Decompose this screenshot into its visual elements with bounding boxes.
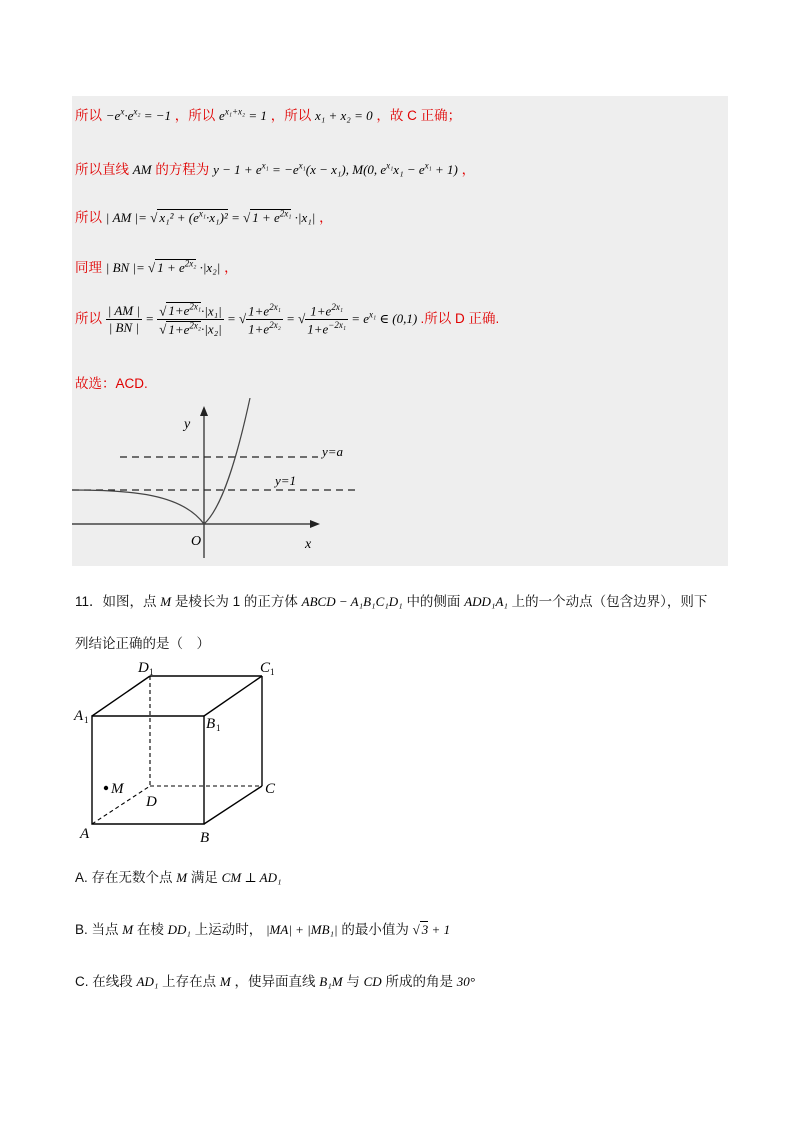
text: ，所以 — [174, 108, 216, 123]
solution-line-5 — [75, 302, 499, 338]
text: 在棱 — [136, 922, 164, 937]
solution-line-4 — [75, 256, 238, 276]
formula: B₁M — [319, 974, 343, 989]
label-c: C — [265, 781, 276, 797]
text: 的方程为 — [155, 162, 210, 177]
formula: M — [122, 922, 134, 937]
formula: $y - 1 + e^{x_1} = -e^{x_1}(x - x_1)$, M(0, $e^{x_1}x_1 - e^{x_1} + 1$) — [213, 160, 458, 177]
label-a: A — [80, 826, 90, 842]
text: ， — [319, 210, 333, 225]
edge-a1-d1 — [92, 676, 150, 716]
cube-figure — [72, 652, 292, 844]
text: 上存在点 — [162, 974, 217, 989]
text: .所以 D 正确. — [420, 310, 500, 326]
formula: CM ⊥ AD₁ — [221, 870, 282, 885]
edge-b1-c1 — [204, 676, 262, 716]
label-d1-sub: 1 — [149, 667, 154, 677]
formula: | AM |= √ $x_1^2 + (e^{x_1}\cdot x_1)^2$ = √ $1 + e^{2x_1} \cdot|x_1|$ — [105, 208, 316, 225]
formula: $-e^x\cdot e^{x_2} = -1$ — [105, 106, 172, 123]
text: ， — [224, 260, 238, 275]
solution-line-2 — [75, 158, 475, 178]
question-line-1 — [75, 590, 707, 610]
text: 上的一个动点（包含边界），则下 — [511, 594, 708, 609]
text: 中的侧面 — [406, 594, 461, 609]
text: 是棱长为 1 的正方体 — [174, 594, 298, 609]
text: 与 — [346, 974, 360, 989]
formula: DD₁ — [167, 922, 191, 937]
edge-b-c — [204, 786, 262, 824]
label-b1-sub: 1 — [216, 723, 221, 733]
text: 所成的角是 — [385, 974, 453, 989]
text: 满足 — [190, 870, 218, 885]
function-graph — [72, 398, 358, 566]
option-a — [75, 866, 282, 886]
line-a-label: y=a — [322, 444, 344, 459]
formula: AM — [132, 162, 152, 177]
formula: $e^{x_1+x_2} = 1$ — [219, 106, 267, 123]
label-m: M — [111, 781, 124, 797]
formula: √ 3 + 1 — [412, 922, 451, 937]
text: 上运动时， — [194, 922, 263, 937]
answer-line: 故选：ACD. — [75, 376, 148, 391]
formula: CD — [363, 974, 382, 989]
x-axis-label: x — [305, 537, 312, 552]
text: 所以 — [75, 310, 102, 326]
point-m — [104, 786, 108, 790]
text: 所以 — [75, 210, 102, 225]
text: ，使异面直线 — [234, 974, 316, 989]
label-a1: A — [74, 708, 84, 724]
label-c1: C — [260, 660, 271, 676]
text: ， — [461, 162, 476, 177]
formula: M — [160, 594, 172, 609]
label-b: B — [200, 830, 210, 844]
text: 同理 — [75, 260, 102, 275]
option-b — [75, 918, 450, 938]
text: ，故 C 正确； — [376, 108, 462, 123]
solution-line-1 — [75, 104, 461, 124]
text: 所以直线 — [75, 162, 129, 177]
option-c — [75, 970, 475, 990]
formula: AD₁ — [136, 974, 159, 989]
formula: 30° — [456, 974, 475, 989]
formula: ABCD − A₁B₁C₁D₁ — [301, 594, 403, 609]
formula: M — [219, 974, 231, 989]
solution-line-3 — [75, 206, 333, 226]
formula: x₁ + x₂ = 0 — [314, 108, 373, 123]
line-1-label: y=1 — [275, 473, 297, 488]
formula: | BN |= √ $1 + e^{2x_2} \cdot|x_2|$ — [105, 258, 221, 275]
formula: |MA| + |MB₁| — [265, 922, 338, 937]
label-d1: D — [138, 660, 149, 676]
y-axis-label: y — [184, 417, 191, 432]
label-a1-sub: 1 — [84, 715, 89, 725]
question-line-2: 列结论正确的是（ ） — [75, 636, 210, 651]
text: C. 在线段 — [75, 974, 133, 989]
text: ，所以 — [270, 108, 312, 123]
text: 11．如图，点 — [75, 594, 157, 609]
label-d: D — [146, 794, 157, 810]
text: B. 当点 — [75, 922, 119, 937]
label-b1: B — [206, 716, 216, 732]
text: 的最小值为 — [341, 922, 409, 937]
text: 所以 — [75, 108, 102, 123]
formula: ADD₁A₁ — [464, 594, 508, 609]
formula: $\frac{| AM |}{| BN |}$ = $\frac{√ 1+e^{2x_1}\cdot|x_1|}{√ 1+e^{2x_2}\cdot|x_2|}$ = √ $\frac{1+e^{2x_1}}{1+e^{2x_2}}$ = √ $\frac{1+e^{2x_1}}{1+e^{-2x_1}}$ = $e^{x_1}$ ∈ (0,1) — [107, 302, 421, 337]
formula: M — [176, 870, 188, 885]
label-c1-sub: 1 — [270, 667, 275, 677]
text: A. 存在无数个点 — [75, 870, 173, 885]
origin-label: O — [191, 534, 202, 549]
